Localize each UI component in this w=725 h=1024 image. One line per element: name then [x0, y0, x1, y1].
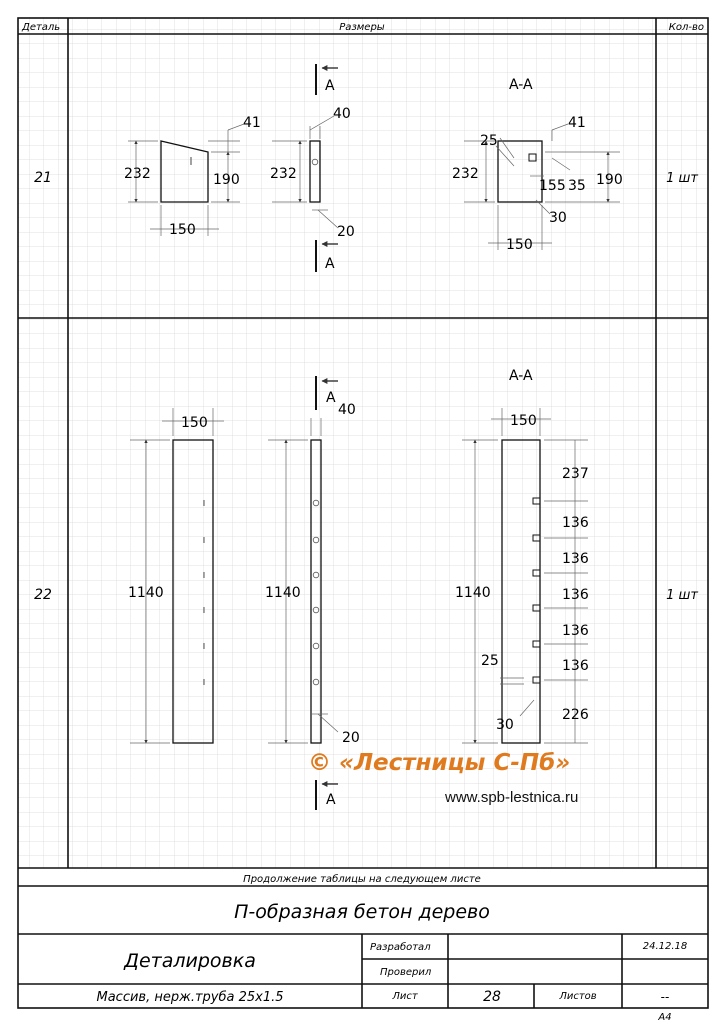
part22-section-height: 1140: [455, 585, 491, 601]
sheets-label: Листов: [559, 991, 597, 1002]
part21-marker-top: A: [325, 78, 335, 94]
row-21-qty: 1 шт: [666, 171, 698, 186]
part21-front-width: 150: [169, 222, 196, 238]
format-label: A4: [658, 1012, 672, 1023]
part22-spacing-1: 237: [562, 466, 589, 482]
date-value: 24.12.18: [642, 941, 688, 952]
part21-section-width: 150: [506, 237, 533, 253]
part22-section-title: A-A: [509, 368, 533, 384]
title-block-title: П-образная бетон дерево: [234, 901, 490, 923]
part21-front-height: 232: [124, 166, 151, 182]
part21-side-hole: 20: [337, 224, 355, 240]
part22-marker-bottom: A: [326, 792, 336, 808]
row-22-qty: 1 шт: [666, 588, 698, 603]
part21-front-right-height: 190: [213, 172, 240, 188]
part21-section-d41: 41: [568, 115, 586, 131]
part22-section-d25: 25: [481, 653, 499, 669]
part22-marker-top: A: [326, 390, 336, 406]
developed-label: Разработал: [370, 942, 431, 953]
part21-side-height: 232: [270, 166, 297, 182]
part21-section-d25: 25: [480, 133, 498, 149]
part21-front-slope: 41: [243, 115, 261, 131]
part21-section-d35: 35: [568, 178, 586, 194]
row-22-id: 22: [34, 587, 52, 603]
part22-section-width: 150: [510, 413, 537, 429]
part21-section-d155: 155: [539, 178, 566, 194]
row-21-id: 21: [34, 170, 52, 186]
part22-spacing-6: 136: [562, 658, 589, 674]
header-detail: Деталь: [22, 22, 61, 33]
grid-background: [18, 18, 708, 868]
part21-section-height: 232: [452, 166, 479, 182]
title-block-material: Массив, нерж.труба 25x1.5: [96, 990, 284, 1005]
part22-spacing-5: 136: [562, 623, 589, 639]
part22-side-hole: 20: [342, 730, 360, 746]
part22-spacing-2: 136: [562, 515, 589, 531]
part21-side-thickness: 40: [333, 106, 351, 122]
sheet-number: 28: [483, 989, 501, 1005]
part22-section-d30: 30: [496, 717, 514, 733]
part21-section-d30: 30: [549, 210, 567, 226]
part22-side-height: 1140: [265, 585, 301, 601]
watermark-logo: © «Лестницы С-Пб»: [308, 750, 571, 776]
part21-section-title: A-A: [509, 77, 533, 93]
part22-front-height: 1140: [128, 585, 164, 601]
title-block-document: Деталировка: [124, 950, 256, 972]
part21-marker-bottom: A: [325, 256, 335, 272]
header-qty: Кол-во: [668, 22, 704, 33]
continuation-note: Продолжение таблицы на следующем листе: [243, 874, 481, 885]
part21-section-d190: 190: [596, 172, 623, 188]
watermark-url: www.spb-lestnica.ru: [445, 789, 579, 806]
part22-spacing-7: 226: [562, 707, 589, 723]
part22-side-thickness: 40: [338, 402, 356, 418]
part22-spacing-4: 136: [562, 587, 589, 603]
sheet-label: Лист: [392, 991, 418, 1002]
sheets-value: --: [660, 990, 670, 1004]
checked-label: Проверил: [380, 967, 432, 978]
header-sizes: Размеры: [339, 22, 385, 33]
part22-spacing-3: 136: [562, 551, 589, 567]
part22-front-width: 150: [181, 415, 208, 431]
